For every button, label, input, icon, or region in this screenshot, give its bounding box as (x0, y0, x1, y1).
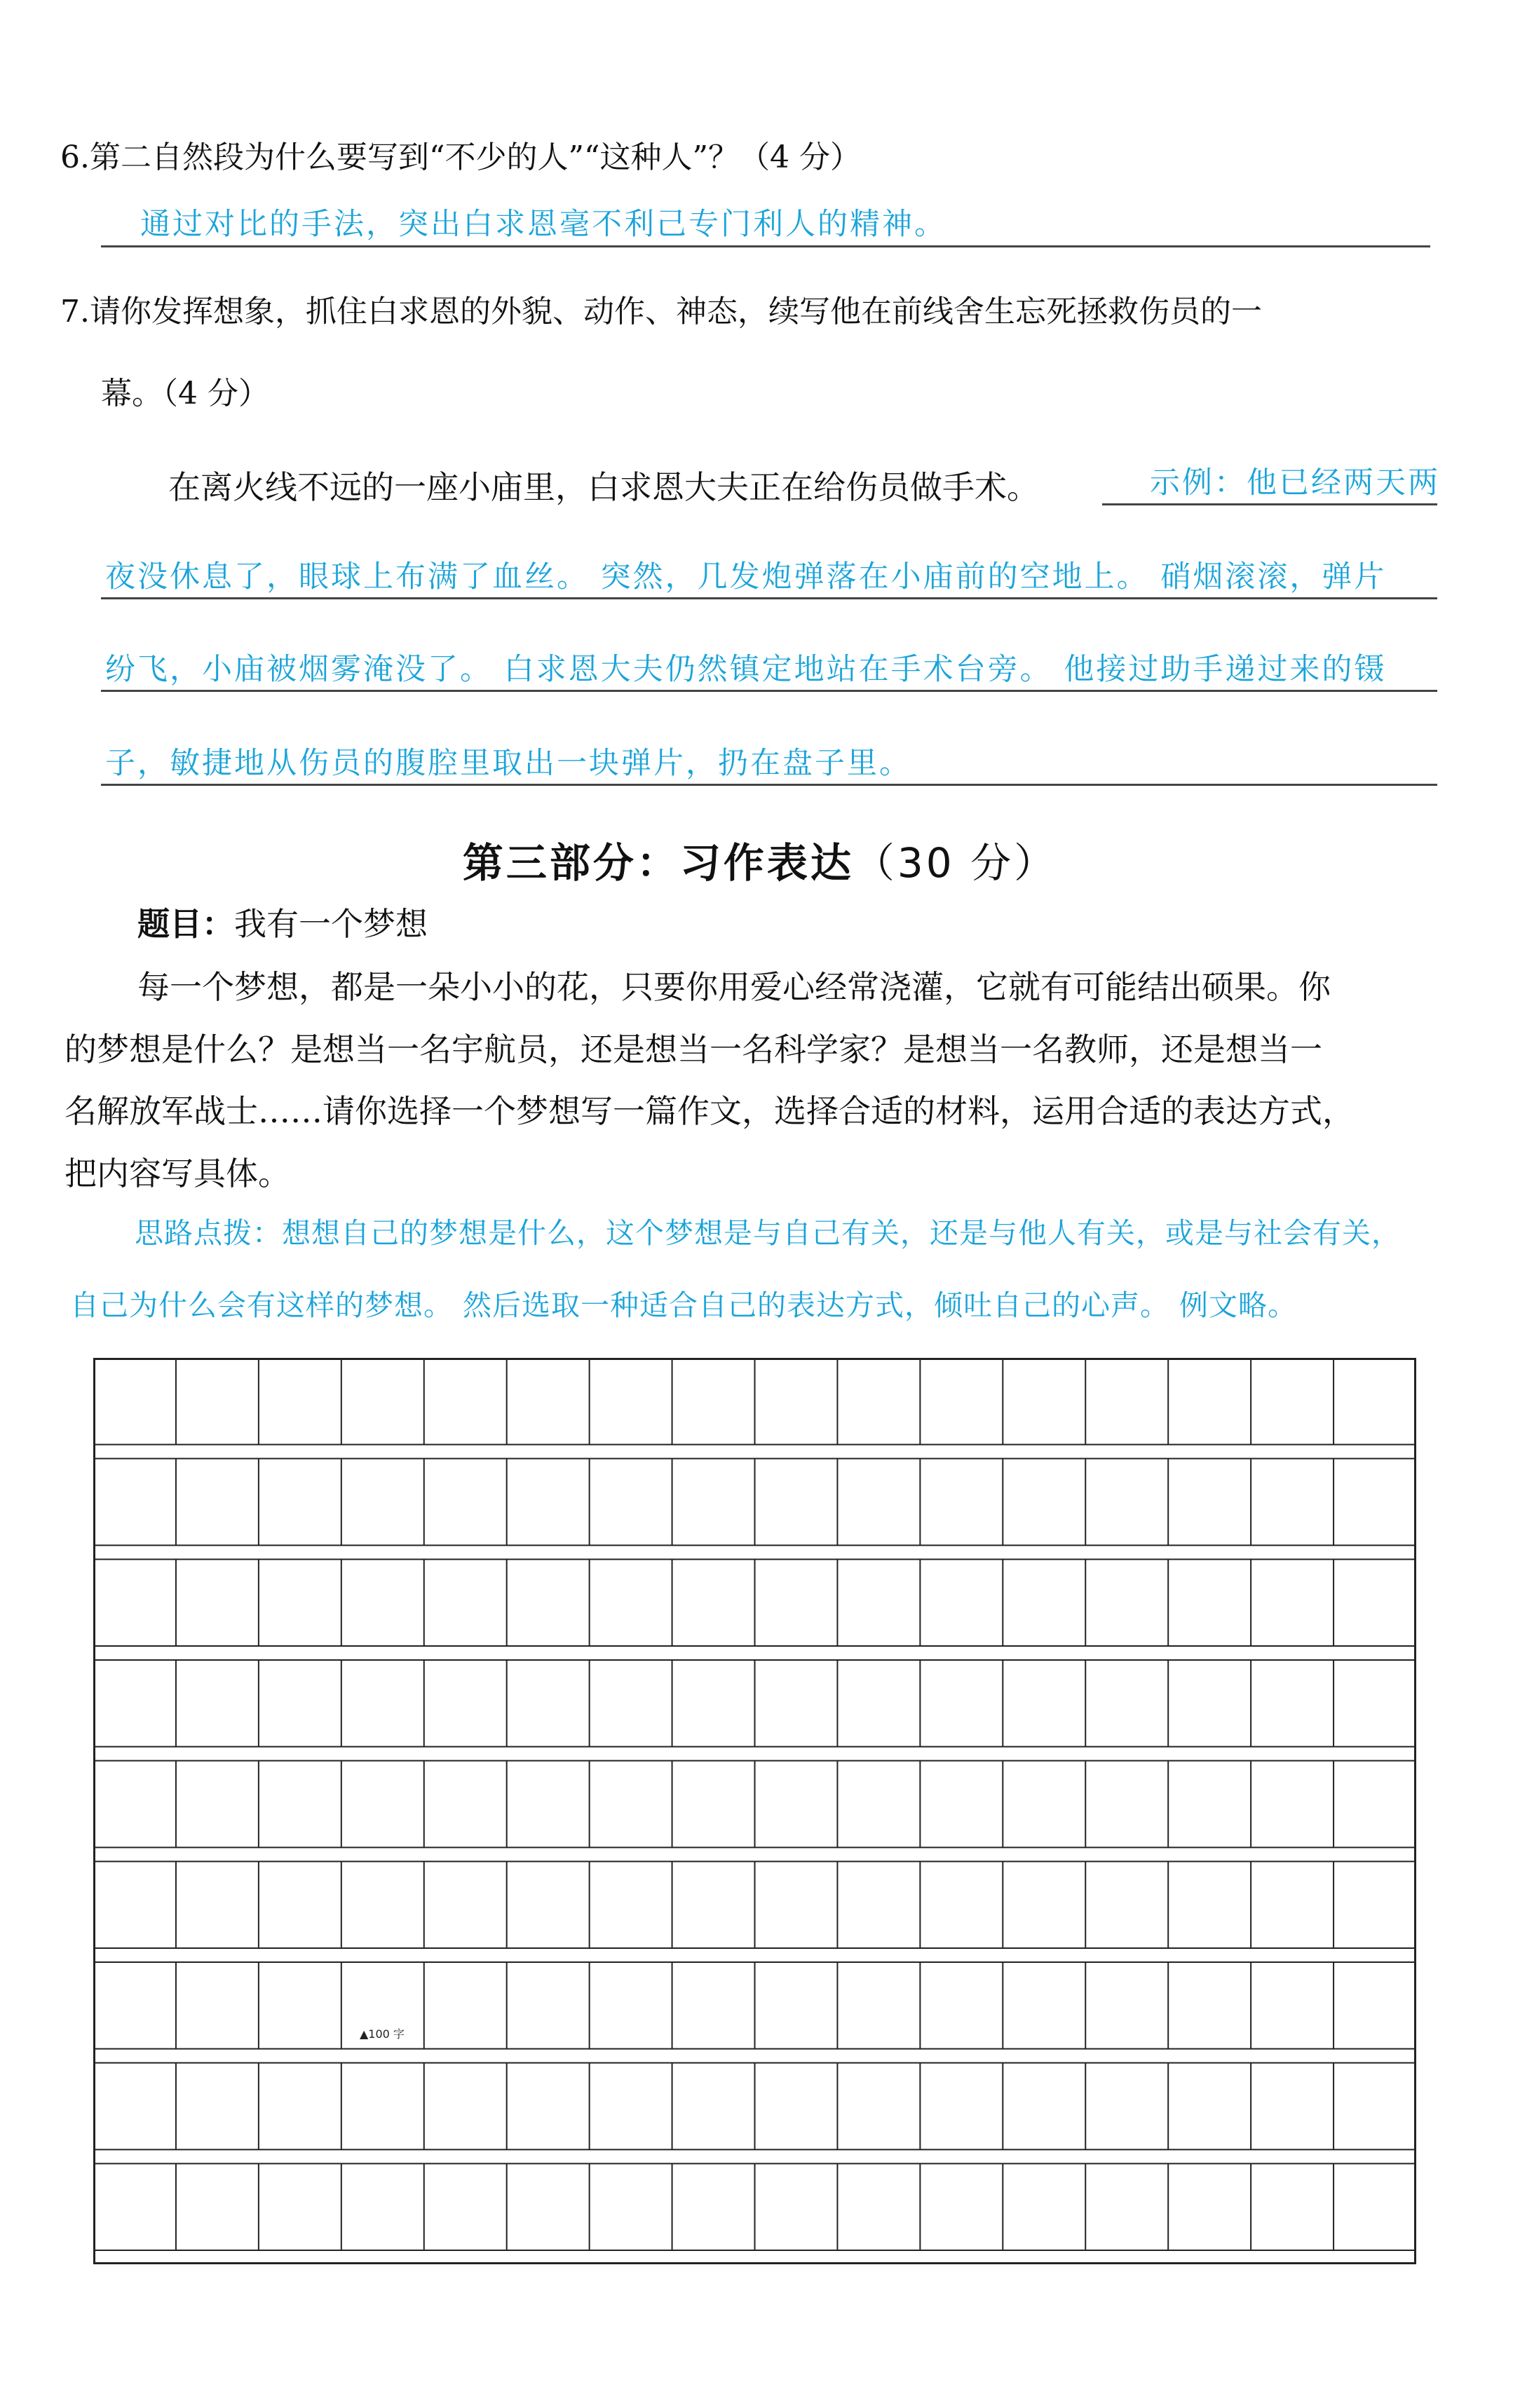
body-line-3: 名解放军战士……请你选择一个梦想写一篇作文，选择合适的材料，运用合适的表达方式， (65, 1092, 1355, 1130)
body-line-1: 每一个梦想，都是一朵小小的花，只要你用爱心经常浇灌，它就有可能结出硕果。你 (137, 968, 1331, 1006)
question-6 (60, 138, 861, 177)
question-7 (60, 292, 1262, 332)
answer-6: 通过对比的手法，突出白求恩毫不利己专门利人的精神。 (140, 207, 946, 242)
section-title (0, 838, 1520, 888)
section-title-text: 第三部分：习作表达 (462, 839, 854, 887)
topic (137, 903, 428, 945)
topic-text: 我有一个梦想 (234, 905, 428, 943)
answer-line (101, 784, 1437, 786)
continuation-prompt: 在离火线不远的一座小庙里，白求恩大夫正在给伤员做手术。 (168, 468, 1039, 506)
word-count-marker: ▲100 字 (360, 2027, 405, 2041)
question-7-continued: 幕。（4 分） (101, 376, 269, 411)
topic-label: 题目： (137, 905, 234, 943)
section-points: （30 分） (853, 839, 1058, 887)
answer-line (101, 690, 1437, 692)
answer-7-line-4: 子，敏捷地从伤员的腹腔里取出一块弹片，扔在盘子里。 (105, 746, 911, 781)
body-line-2: 的梦想是什么？是想当一名宇航员，还是想当一名科学家？是想当一名教师，还是想当一 (65, 1030, 1322, 1068)
answer-line (1102, 503, 1437, 505)
answer-7-line-3: 纷飞，小庙被烟雾淹没了。 白求恩大夫仍然镇定地站在手术台旁。 他接过助手递过来的镊 (105, 652, 1387, 687)
writing-grid-lines (93, 1358, 1416, 2264)
question-number: 7. (60, 294, 90, 329)
question-text: 第二自然段为什么要写到“不少的人”“这种人”？（4 分） (89, 140, 861, 175)
body-line-4: 把内容写具体。 (65, 1155, 290, 1192)
answer-7-line-1: 示例：他已经两天两 (1150, 465, 1440, 501)
question-text: 请你发挥想象，抓住白求恩的外貌、动作、神态，续写他在前线舍生忘死拯救伤员的一 (89, 294, 1262, 329)
answer-7-line-2: 夜没休息了，眼球上布满了血丝。 突然，几发炮弹落在小庙前的空地上。 硝烟滚滚，弹片 (105, 559, 1387, 594)
question-number: 6. (60, 140, 90, 175)
hint-line-2: 自己为什么会有这样的梦想。 然后选取一种适合自己的表达方式，倾吐自己的心声。 例文略。 (70, 1288, 1298, 1322)
hint-line-1: 思路点拨：想想自己的梦想是什么，这个梦想是与自己有关，还是与他人有关，或是与社会有关， (135, 1216, 1401, 1250)
answer-line (101, 597, 1437, 599)
answer-line (101, 245, 1430, 247)
